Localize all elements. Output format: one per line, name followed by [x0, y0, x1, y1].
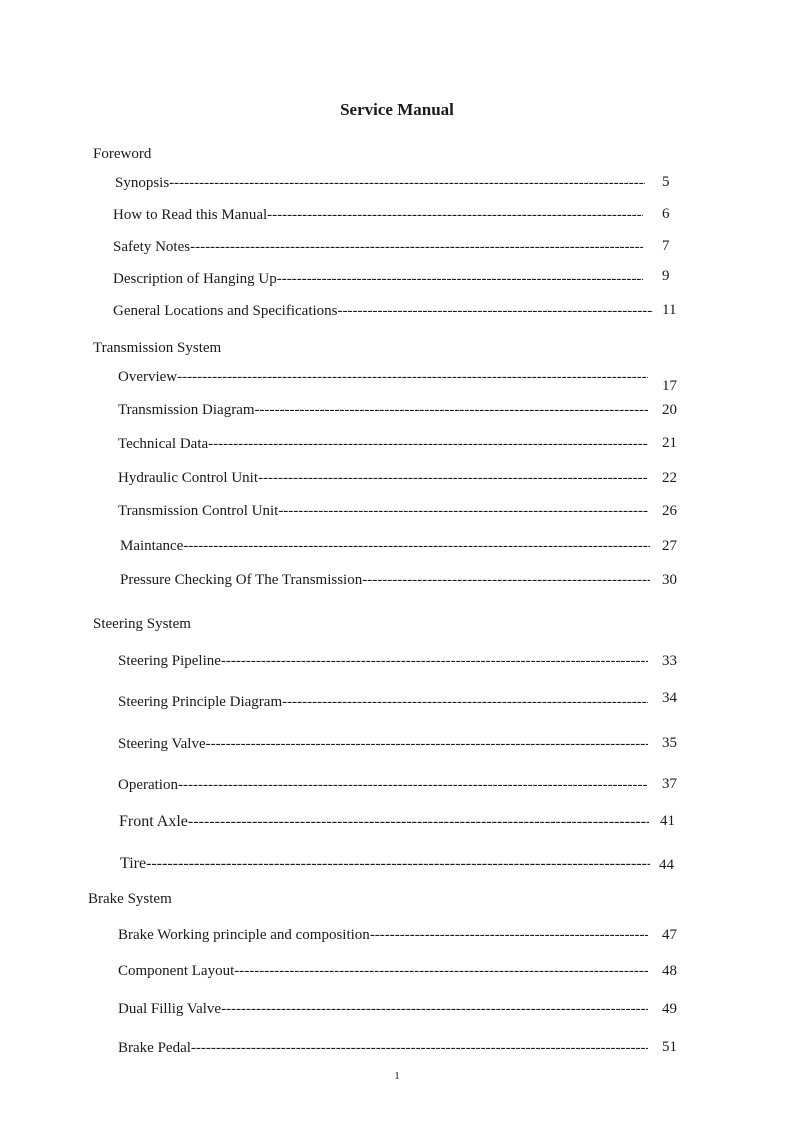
dot-leader: [190, 239, 643, 256]
toc-page-number: 11: [662, 302, 677, 318]
toc-entry-label: Brake Working principle and composition: [118, 927, 370, 943]
toc-entry-label: Component Layout: [118, 963, 235, 979]
dot-leader: [169, 175, 645, 192]
dot-leader: [177, 369, 648, 386]
footer-page-number: 1: [394, 1070, 400, 1082]
toc-entry[interactable]: [118, 650, 648, 670]
toc-page-number: 7: [662, 238, 670, 254]
toc-page-number: 34: [662, 690, 677, 706]
toc-entry[interactable]: [118, 467, 648, 487]
toc-entry-label: Steering Pipeline: [118, 653, 221, 669]
dot-leader: [146, 855, 650, 873]
dot-leader: [278, 503, 648, 520]
section-heading-transmission: Transmission System: [93, 340, 222, 356]
dot-leader: [258, 470, 648, 487]
dot-leader: [221, 653, 648, 670]
toc-entry-label: Steering Valve: [118, 736, 206, 752]
dot-leader: [234, 963, 648, 980]
toc-entry[interactable]: [113, 236, 643, 256]
section-heading-steering: Steering System: [93, 616, 191, 632]
toc-entry-label: Description of Hanging Up: [113, 271, 277, 287]
toc-entry-label: How to Read this Manual: [113, 207, 268, 223]
dot-leader: [338, 303, 653, 320]
toc-page-number: 5: [662, 174, 670, 190]
toc-entry[interactable]: [118, 998, 648, 1018]
dot-leader: [282, 694, 648, 711]
toc-entry-label: Maintance: [120, 538, 184, 554]
toc-entry[interactable]: [118, 924, 648, 944]
dot-leader: [267, 207, 643, 224]
dot-leader: [370, 927, 648, 944]
section-heading-foreword: Foreword: [93, 146, 152, 162]
toc-entry[interactable]: [118, 433, 648, 453]
toc-entry-label: Hydraulic Control Unit: [118, 470, 258, 486]
toc-page-number: 27: [662, 538, 677, 554]
toc-entry[interactable]: [118, 500, 648, 520]
toc-entry-label: Transmission Control Unit: [118, 503, 279, 519]
dot-leader: [183, 538, 650, 555]
toc-page-number: 20: [662, 402, 677, 418]
toc-entry-label: Steering Principle Diagram: [118, 694, 283, 710]
dot-leader: [206, 736, 648, 753]
toc-page-number: 48: [662, 963, 677, 979]
page-title: Service Manual: [340, 100, 454, 119]
toc-page-number: 49: [662, 1001, 677, 1017]
toc-entry[interactable]: [120, 535, 650, 555]
dot-leader: [277, 271, 643, 288]
toc-page-number: 6: [662, 206, 670, 222]
toc-entry-label: Synopsis: [115, 175, 170, 191]
toc-entry-label: Technical Data: [118, 436, 209, 452]
toc-entry[interactable]: [120, 853, 650, 873]
toc-page-number: 47: [662, 927, 677, 943]
toc-entry[interactable]: [118, 733, 648, 753]
toc-entry[interactable]: [119, 811, 649, 831]
toc-entry-label: General Locations and Specifications: [113, 303, 338, 319]
toc-entry[interactable]: [118, 774, 648, 794]
toc-entry-label: Transmission Diagram: [118, 402, 255, 418]
dot-leader: [362, 572, 650, 589]
toc-entry[interactable]: [113, 204, 643, 224]
toc-entry-label: Tire: [120, 855, 147, 872]
toc-entry-label: Brake Pedal: [118, 1040, 191, 1056]
toc-entry[interactable]: [120, 569, 650, 589]
toc-entry[interactable]: [118, 960, 648, 980]
toc-page-number: 37: [662, 776, 677, 792]
toc-entry-label: Dual Fillig Valve: [118, 1001, 222, 1017]
toc-entry[interactable]: [118, 399, 648, 419]
toc-page-number: 17: [662, 378, 677, 394]
toc-entry[interactable]: [118, 691, 648, 711]
dot-leader: [191, 1040, 648, 1057]
toc-page-number: 33: [662, 653, 677, 669]
toc-entry-label: Safety Notes: [113, 239, 191, 255]
toc-entry[interactable]: [118, 1037, 648, 1057]
dot-leader: [221, 1001, 648, 1018]
dot-leader: [255, 402, 648, 419]
dot-leader: [188, 813, 649, 831]
toc-page-number: 41: [660, 813, 675, 829]
toc-page-number: 26: [662, 503, 677, 519]
toc-entry-label: Operation: [118, 777, 178, 793]
toc-page-number: 21: [662, 435, 677, 451]
toc-entry[interactable]: [118, 366, 648, 386]
toc-entry[interactable]: [113, 300, 653, 320]
section-heading-brake: Brake System: [88, 891, 172, 907]
toc-page-number: 51: [662, 1039, 677, 1055]
dot-leader: [178, 777, 648, 794]
toc-page-number: 22: [662, 470, 677, 486]
toc-page-number: 30: [662, 572, 677, 588]
toc-page-number: 35: [662, 735, 677, 751]
toc-entry-label: Pressure Checking Of The Transmission: [120, 572, 363, 588]
toc-entry[interactable]: [115, 172, 645, 192]
toc-entry-label: Overview: [118, 369, 178, 385]
dot-leader: [208, 436, 648, 453]
toc-entry-label: Front Axle: [119, 813, 188, 830]
toc-page-number: 44: [659, 857, 674, 873]
toc-entry[interactable]: [113, 268, 643, 288]
toc-page-number: 9: [662, 268, 670, 284]
